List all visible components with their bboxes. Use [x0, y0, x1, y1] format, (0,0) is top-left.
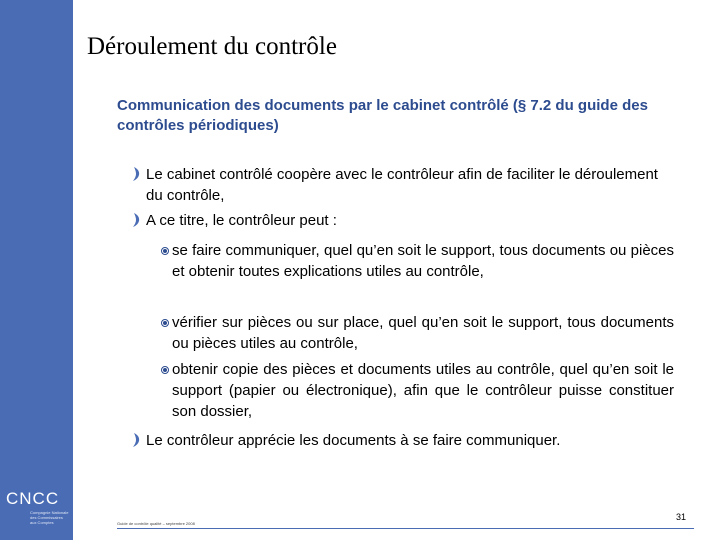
- logo-subtext: Compagnie Nationale des Commissaires aux Comptes: [30, 510, 69, 525]
- bullet-item: A ce titre, le contrôleur peut :: [146, 212, 337, 229]
- page-number: 31: [676, 512, 687, 522]
- bullet-item: Le contrôleur apprécie les documents à se faire communiquer.: [146, 432, 561, 449]
- cncc-logo: [6, 490, 70, 525]
- sub-bullet-item: vérifier sur pièces ou sur place, quel qu’en soit le support, tous documents ou pièces utiles au contrôle,: [172, 314, 674, 352]
- sub-bullet-item: obtenir copie des pièces et documents utiles au contrôle, quel qu’en soit le support (papier ou électronique), afin que le contrôleur puisse constituer son dossier,: [172, 361, 674, 420]
- logo-name: CNCC: [6, 489, 60, 508]
- sidebar-band: [0, 0, 73, 540]
- slide-subtitle: Communication des documents par le cabinet contrôlé (§ 7.2 du guide des contrôles périodiques): [117, 97, 648, 134]
- title-quote-mark-icon: [48, 28, 74, 72]
- sub-bullet-item: se faire communiquer, quel qu’en soit le support, tous documents ou pièces et obtenir toutes explications utiles au contrôle,: [172, 242, 674, 280]
- sub-bullet-dot-icon: [160, 318, 170, 328]
- slide-title: Déroulement du contrôle: [87, 33, 337, 60]
- sub-bullet-dot-icon: [160, 246, 170, 256]
- bullet-mark-icon: [131, 166, 141, 182]
- bullet-mark-icon: [131, 432, 141, 448]
- bullet-item: Le cabinet contrôlé coopère avec le contrôleur afin de faciliter le déroulement du contrôle,: [146, 166, 658, 204]
- bullet-mark-icon: [131, 212, 141, 228]
- sub-bullet-dot-icon: [160, 365, 170, 375]
- footer-divider: [117, 528, 694, 529]
- footer-text: Guide de contrôle qualité – septembre 2008: [117, 521, 195, 526]
